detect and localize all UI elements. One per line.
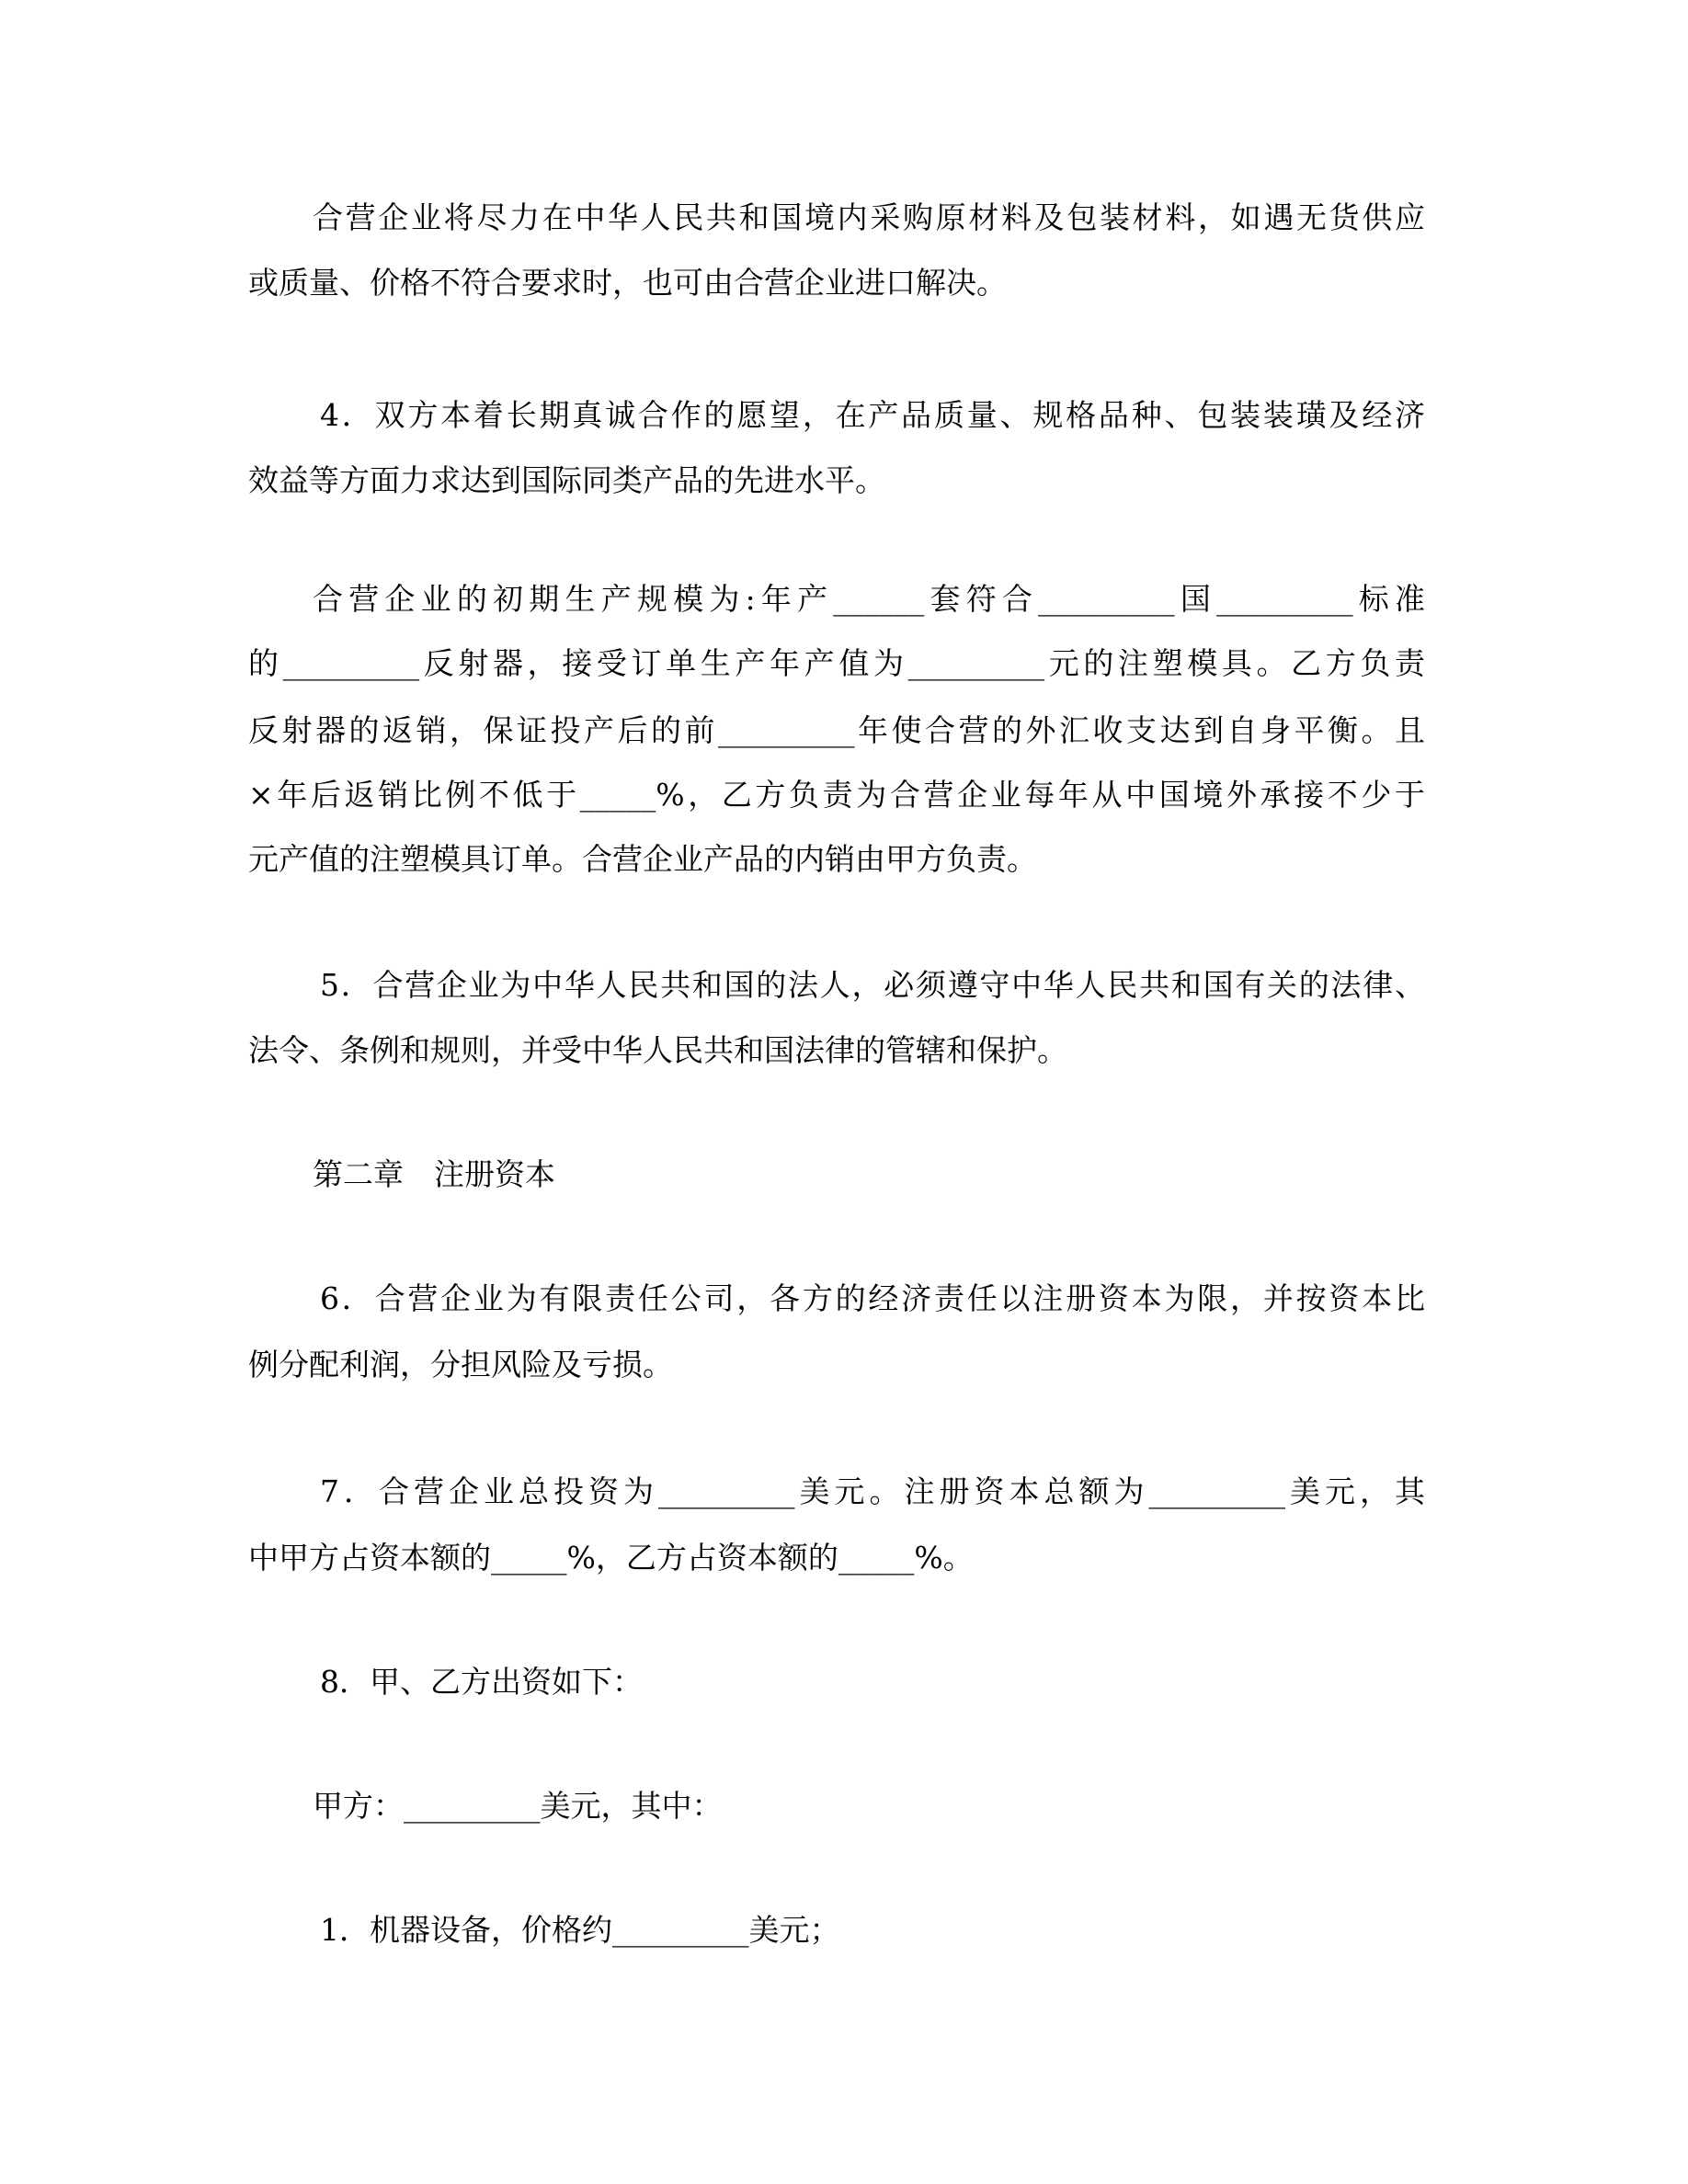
chapter-2-heading-line: 第二章 注册资本 xyxy=(313,1156,555,1192)
para-4-line: 4．双方本着长期真诚合作的愿望，在产品质量、规格品种、包装装璜及经济 xyxy=(320,397,1425,433)
party-a-contribution-line: 甲方：_________美元，其中： xyxy=(313,1788,723,1824)
para-5-line: 5．合营企业为中华人民共和国的法人，必须遵守中华人民共和国有关的法律、 xyxy=(320,967,1425,1003)
para-production-scale-line: 的_________反射器，接受订单生产年产值为_________元的注塑模具。乙方负责 xyxy=(248,645,1425,681)
para-procurement-line: 合营企业将尽力在中华人民共和国境内采购原材料及包装材料，如遇无货供应 xyxy=(313,199,1425,235)
para-7-line: 7．合营企业总投资为_________美元。注册资本总额为_________美元，其 xyxy=(320,1473,1425,1509)
para-6-line: 例分配利润，分担风险及亏损。 xyxy=(248,1347,673,1382)
para-5-line: 法令、条例和规则，并受中华人民共和国法律的管辖和保护。 xyxy=(248,1032,1067,1068)
item-1-machinery-line: 1．机器设备，价格约_________美元； xyxy=(320,1912,840,1948)
para-production-scale-line: 元产值的注塑模具订单。合营企业产品的内销由甲方负责。 xyxy=(248,841,1037,877)
para-7-line: 中甲方占资本额的_____%，乙方占资本额的_____%。 xyxy=(248,1540,974,1575)
para-6-line: 6．合营企业为有限责任公司，各方的经济责任以注册资本为限，并按资本比 xyxy=(320,1280,1425,1316)
para-production-scale-line: ×年后返销比例不低于_____%，乙方负责为合营企业每年从中国境外承接不少于 xyxy=(248,777,1425,813)
para-8-line: 8．甲、乙方出资如下： xyxy=(320,1664,643,1700)
para-procurement-line: 或质量、价格不符合要求时，也可由合营企业进口解决。 xyxy=(248,265,1007,301)
para-production-scale-line: 反射器的返销，保证投产后的前_________年使合营的外汇收支达到自身平衡。且 xyxy=(248,712,1425,748)
para-production-scale-line: 合营企业的初期生产规模为:年产______套符合_________国_________标准 xyxy=(313,581,1425,617)
para-4-line: 效益等方面力求达到国际同类产品的先进水平。 xyxy=(248,462,885,498)
